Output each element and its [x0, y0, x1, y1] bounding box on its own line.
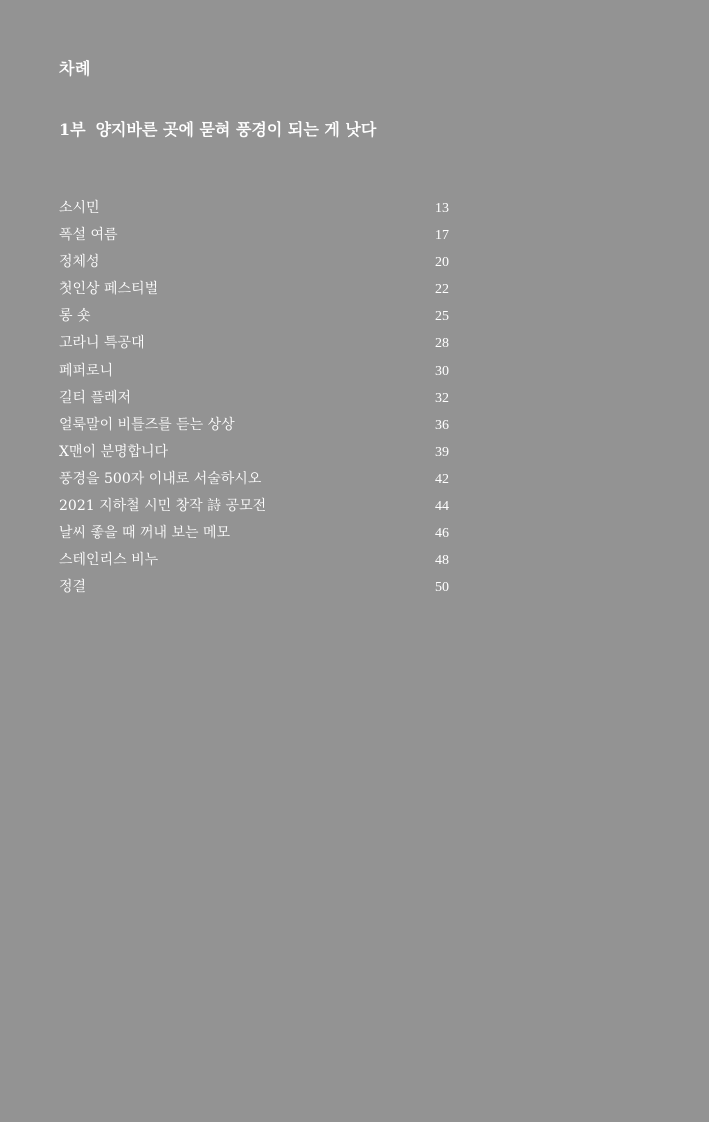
toc-entry [59, 576, 449, 603]
toc-entry-page: 22 [435, 282, 449, 298]
toc-entry-page: 20 [435, 255, 449, 271]
toc-entry-title: 페퍼로니 [59, 362, 114, 379]
toc-entry-page: 25 [435, 309, 449, 325]
toc-entry-title: 소시민 [59, 200, 100, 216]
toc-entry-title: 정결 [59, 579, 87, 596]
toc-entry-page: 13 [435, 201, 449, 216]
toc-entry-page: 42 [435, 471, 449, 487]
toc-entry-page: 44 [435, 499, 449, 515]
toc-heading: 차례 [59, 59, 91, 78]
toc-entry [59, 278, 449, 305]
toc-entry [59, 441, 449, 468]
toc-entry [59, 251, 449, 278]
toc-entry [59, 332, 449, 359]
toc-entry-title: 첫인상 페스티벌 [59, 281, 159, 298]
toc-entry-title: 정체성 [59, 254, 100, 271]
toc-entry [59, 305, 449, 332]
toc-entry-title: 날씨 좋을 때 꺼내 보는 메모 [59, 525, 231, 542]
toc-entry [59, 414, 449, 441]
toc-entry-title: 2021 지하철 시민 창작 詩 공모전 [59, 498, 267, 515]
toc-entry-title: 얼룩말이 비틀즈를 듣는 상상 [59, 416, 235, 433]
toc-entry-page: 36 [435, 417, 449, 433]
toc-entry [59, 522, 449, 549]
toc-entry-title: 롱 숏 [59, 308, 91, 325]
part-number: 1부 [59, 120, 86, 139]
toc-entry [59, 468, 449, 495]
toc-entry-title: X맨이 분명합니다 [59, 443, 169, 460]
toc-entry-title: 고라니 특공대 [59, 335, 145, 352]
toc-entry-title: 길티 플레저 [59, 389, 132, 406]
toc-entry [59, 549, 449, 576]
toc-entry-title: 스테인리스 비누 [59, 552, 159, 569]
toc-entry-page: 17 [435, 228, 449, 244]
toc-entry [59, 495, 449, 522]
toc-entry-page: 48 [435, 553, 449, 569]
toc-entry-page: 39 [435, 444, 449, 460]
toc-entry-page: 50 [435, 580, 449, 596]
toc-entry-page: 46 [435, 526, 449, 542]
toc-entry-page: 32 [435, 390, 449, 406]
toc-entry [59, 387, 449, 414]
toc-entry-page: 30 [435, 363, 449, 379]
part-title [59, 117, 376, 140]
toc-entry-title: 폭설 여름 [59, 227, 118, 244]
part-name: 양지바른 곳에 묻혀 풍경이 되는 게 낫다 [95, 120, 377, 139]
toc-entry [59, 224, 449, 251]
toc-entry [59, 360, 449, 387]
toc-entry-title: 풍경을 500자 이내로 서술하시오 [59, 470, 262, 487]
toc-entry-page: 28 [435, 336, 449, 352]
toc-entry [59, 197, 449, 224]
toc-list [59, 197, 449, 603]
